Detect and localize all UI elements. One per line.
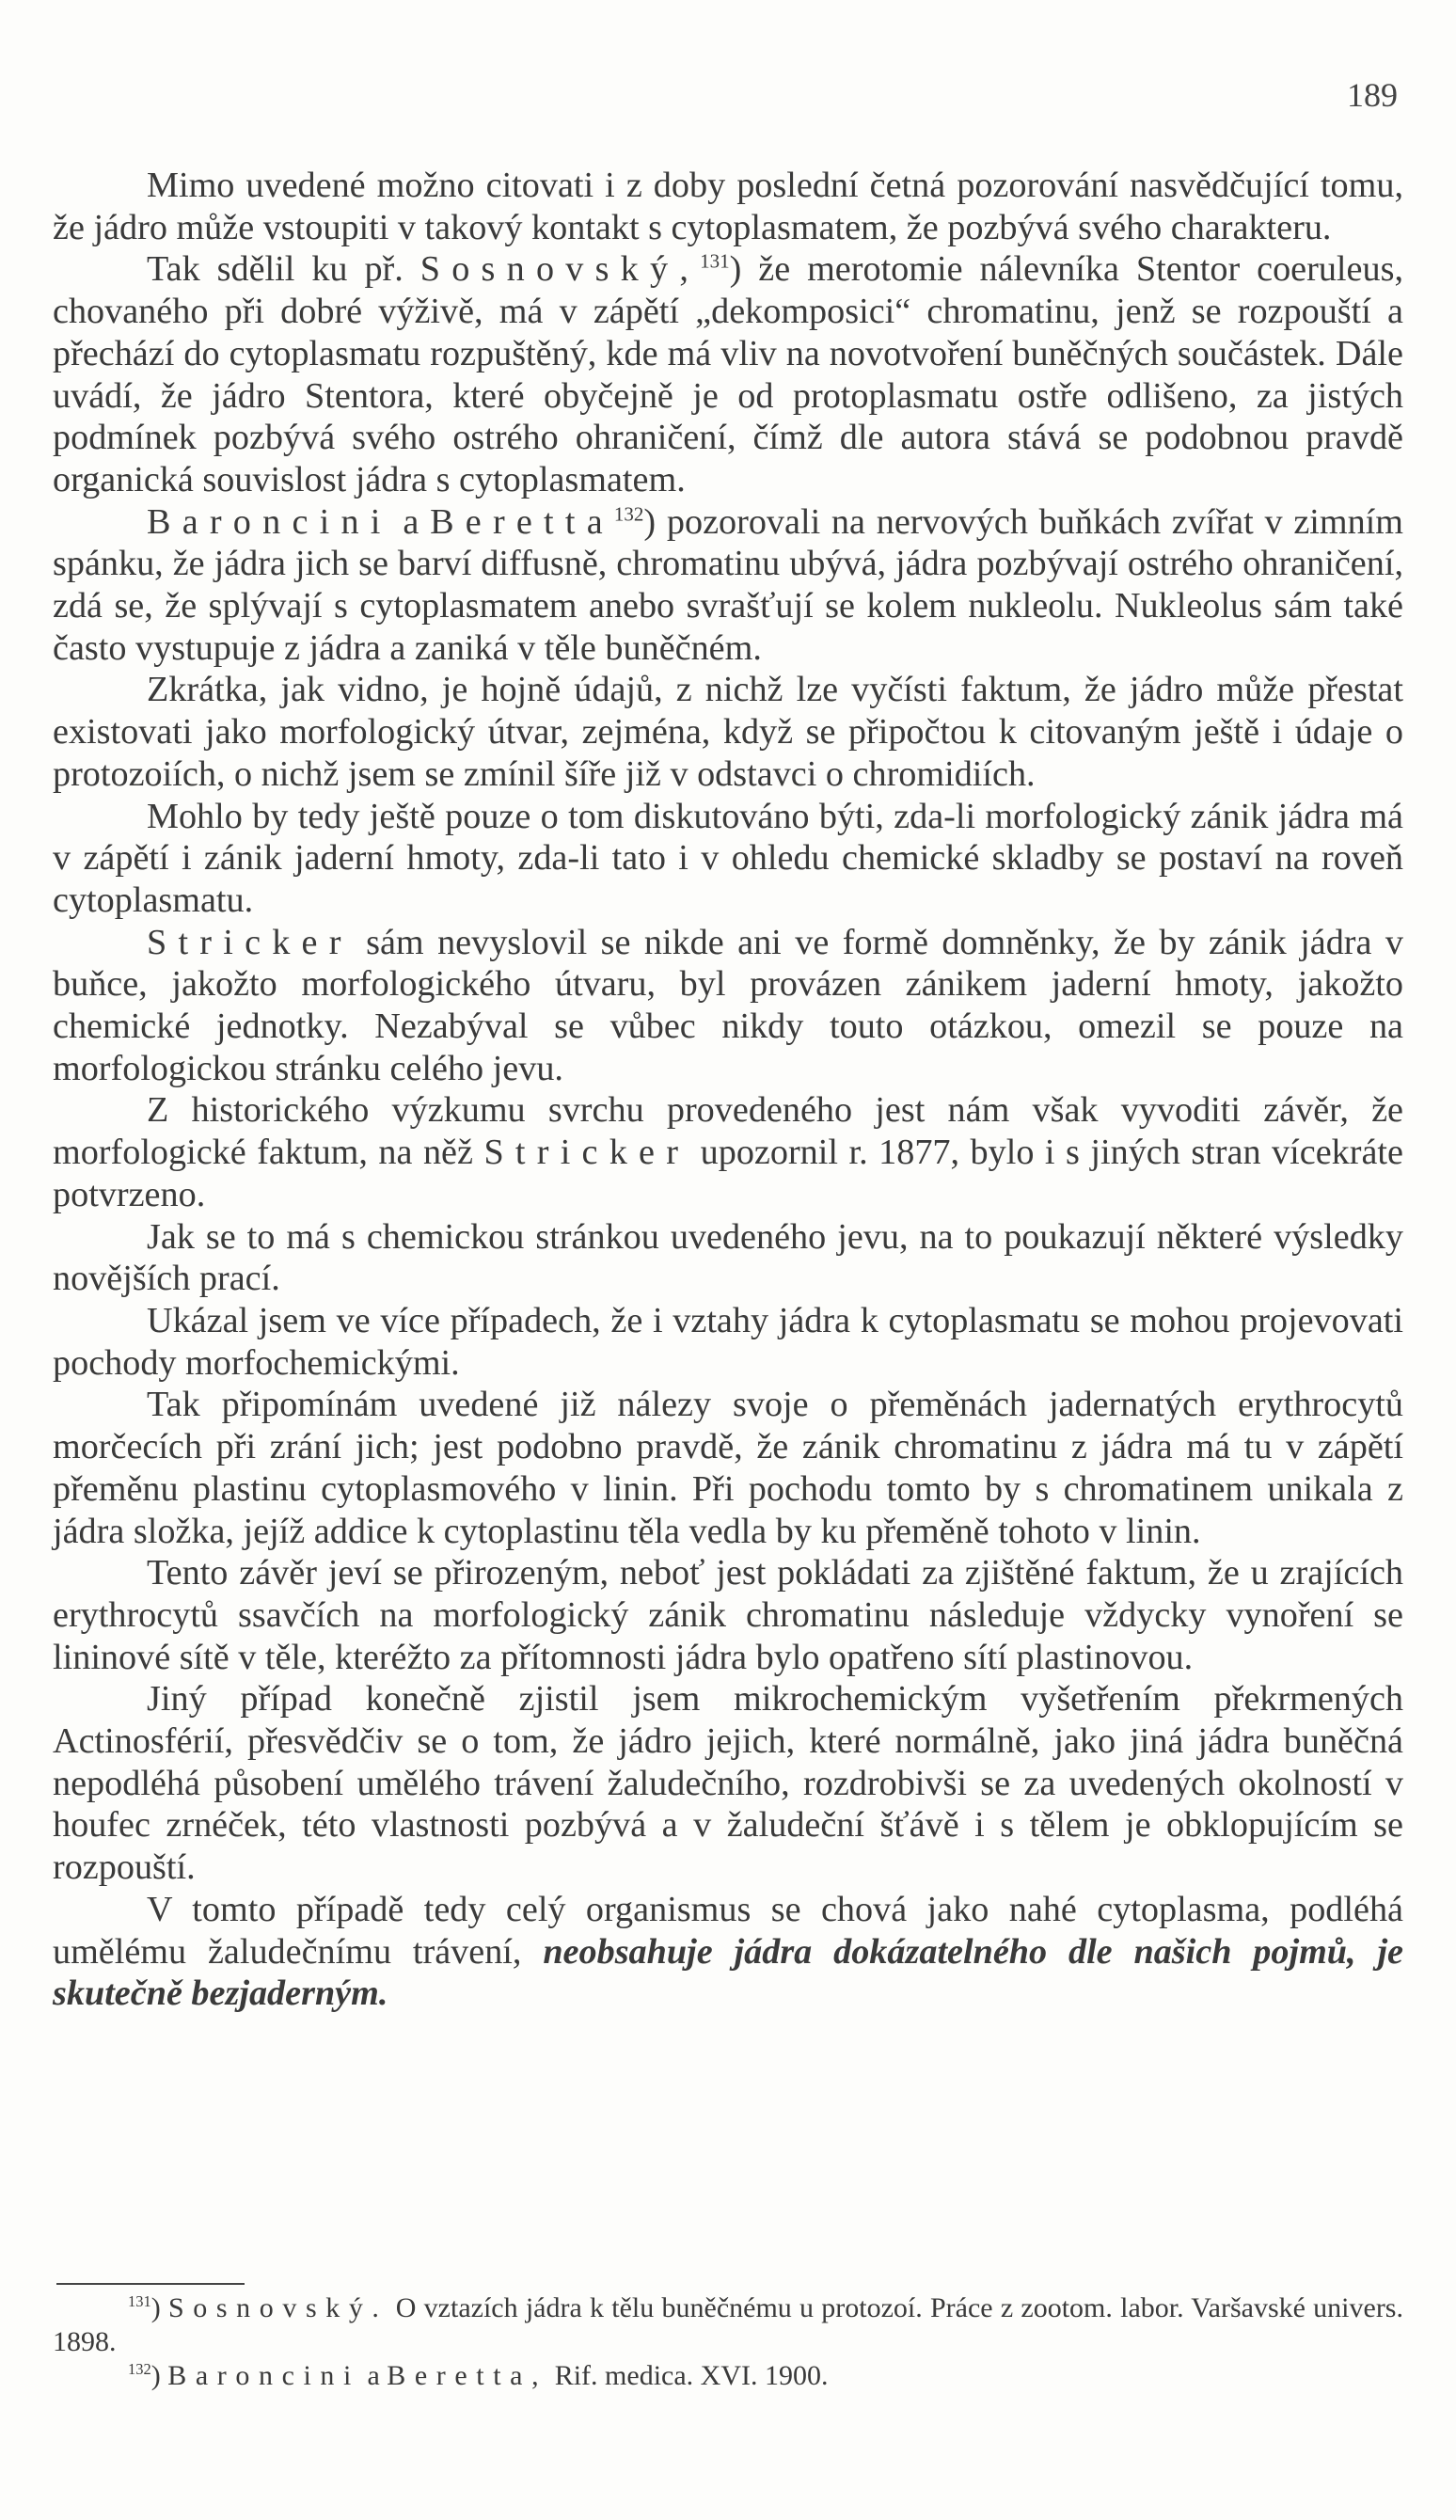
footnote-author: Beretta, <box>387 2360 548 2391</box>
paragraph-12: Jiný případ konečně zjistil jsem mikrochemickým vyšetřením překrmených Actinosférií, přesvědčiv se o tom, že jádro jejich, které normálně, jako jiná jádra buněčná nepodléhá působení umělého trávení žaludečního, rozdrobivši se za uvedených okolností v houfec zrnéček, této vlastnosti pozbývá a v žaludeční šťávě i s tělem je obklopujícím se rozpouští. <box>53 1679 1403 1888</box>
footnote-divider <box>56 2283 245 2285</box>
page-number: 189 <box>1347 76 1398 114</box>
footnote-author: Sosnovský. <box>167 2292 388 2323</box>
paragraph-4: Zkrátka, jak vidno, je hojně údajů, z nichž lze vyčísti faktum, že jádro může přestat existovati jako morfologický útvar, zejména, když se připočtou k citovaným ještě i údaje o protozoiích, o nichž jsem se zmínil šíře již v odstavci o chromidiích. <box>53 670 1403 794</box>
text-span: Z historického výzkumu svrchu provedeného jest nám však vyvoditi závěr, že morfologické faktum, na něž <box>53 1090 1403 1173</box>
text-span: ) pozorovali na nervových buňkách zvířat v zimním spánku, že jádra jich se barví diffusně, chromatinu ubývá, jádra pozbývají ostrého ohraničení, zdá se, že splývají s cytoplasmatem anebo svrašťují se kolem nukleolu. Nukleolus sám také často vystupuje z jádra a zaniká v těle buněčném. <box>53 501 1403 668</box>
author-name-stricker: Stricker <box>483 1133 690 1173</box>
paragraph-9: Ukázal jsem ve více případech, že i vztahy jádra k cytoplasmatu se mohou projevovati pochody morfochemickými. <box>53 1300 1403 1383</box>
author-name-sosnovsky: Sosnovský, <box>419 249 701 290</box>
footnote-text: a <box>359 2360 388 2391</box>
body-text <box>53 165 1403 2015</box>
paragraph-1: Mimo uvedené možno citovati i z doby poslední četná pozorování nasvědčující tomu, že jádro může vstoupiti v takový kontakt s cytoplasmatem, že pozbývá svého charakteru. <box>53 166 1403 247</box>
author-name-stricker: Stricker <box>147 922 353 962</box>
paragraph-2 <box>53 248 1403 500</box>
footnote-ref-131: 131 <box>700 249 730 273</box>
paragraph-6 <box>53 922 1403 1090</box>
footnote-author: Baroncini <box>167 2360 360 2391</box>
text-span: ) že merotomie nálevníka Stentor coeruleus, chovaného při dobré výživě, má v zápětí „dekomposici“ chromatinu, jenž se rozpouští a přechází do cytoplasmatu rozpuštěný, kde má vliv na novotvoření buněčných součástek. Dále uvádí, že jádro Stentora, které obyčejně je od protoplasmatu ostře odlišeno, za jistých podmínek pozbývá svého ostrého ohraničení, čímž dle autora stává se podobnou pravdě organická souvislost jádra s cytoplasmatem. <box>53 249 1403 499</box>
text-span: a <box>391 501 431 542</box>
text-span: sám nevyslovil se nikde ani ve formě domněnky, že by zánik jádra v buňce, jakožto morfologického útvaru, byl provázen zánikem jaderní hmoty, jakožto chemické jednotky. Nezabýval se vůbec nikdy touto otázkou, omezil se pouze na morfologickou stránku celého jevu. <box>53 922 1403 1088</box>
paragraph-11: Tento závěr jeví se přirozeným, neboť jest pokládati za zjištěné faktum, že u zrajících erythrocytů ssavčích na morfologický zánik chromatinu následuje vždycky vynoření se lininové sítě v těle, kteréžto za přítomnosti jádra bylo opatřeno sítí plastinovou. <box>53 1553 1403 1677</box>
text-span: upozornil r. 1877, bylo i s jiných stran vícekráte potvrzeno. <box>53 1133 1403 1214</box>
footnote-text: O vztazích jádra k tělu buněčnému u protozoí. Práce z zootom. labor. Varšavské univers. 1898. <box>53 2292 1403 2357</box>
paragraph-8: Jak se to má s chemickou stránkou uvedeného jevu, na to poukazují některé výsledky novějších prací. <box>53 1216 1403 1299</box>
paragraph-3 <box>53 501 1403 670</box>
footnote-number: 132 <box>128 2360 151 2378</box>
emphasized-conclusion: neobsahuje jádra dokázatelného dle našich pojmů, je skutečně bezjaderným. <box>53 1931 1403 2014</box>
paragraph-13 <box>53 1889 1403 2015</box>
text-span: V tomto případě tedy celý organismus se chová jako nahé cytoplasma, podléhá umělému žaludečnímu trávení, <box>53 1889 1403 1972</box>
footnotes <box>53 2291 1403 2393</box>
paragraph-7 <box>53 1089 1403 1215</box>
paragraph-10: Tak připomínám uvedené již nálezy svoje o přeměnách jadernatých erythrocytů morčecích při zrání jich; jest podobno pravdě, že zánik chromatinu z jádra má tu v zápětí přeměnu plastinu cytoplasmového v linin. Při pochodu tomto by s chromatinem unikala z jádra složka, jejíž addice k cytoplastinu těla vedla by ku přeměně tohoto v linin. <box>53 1385 1403 1551</box>
footnote-number: 131 <box>128 2292 151 2310</box>
text-span: Tak sdělil ku př. <box>147 249 420 290</box>
footnote-text: Rif. medica. XVI. 1900. <box>547 2360 829 2391</box>
footnote-131: $^{131}$) Sosnovský. O vztazích jádra k tělu buněčnému u protozoí. Práce z zootom. labor. Varšavské univers. 1898. <box>53 2292 1403 2357</box>
footnote-132: $^{132}$) Baroncini a Beretta, Rif. medica. XVI. 1900. <box>128 2360 829 2391</box>
footnote-ref-132: 132 <box>613 501 644 525</box>
author-name-baroncini: Baroncini <box>147 501 392 542</box>
author-name-beretta: Beretta <box>430 501 614 542</box>
paragraph-5: Mohlo by tedy ještě pouze o tom diskutováno býti, zda-li morfologický zánik jádra má v zápětí i zánik jaderní hmoty, zda-li tato i v ohledu chemické skladby se postaví na roveň cytoplasmatu. <box>53 796 1403 920</box>
